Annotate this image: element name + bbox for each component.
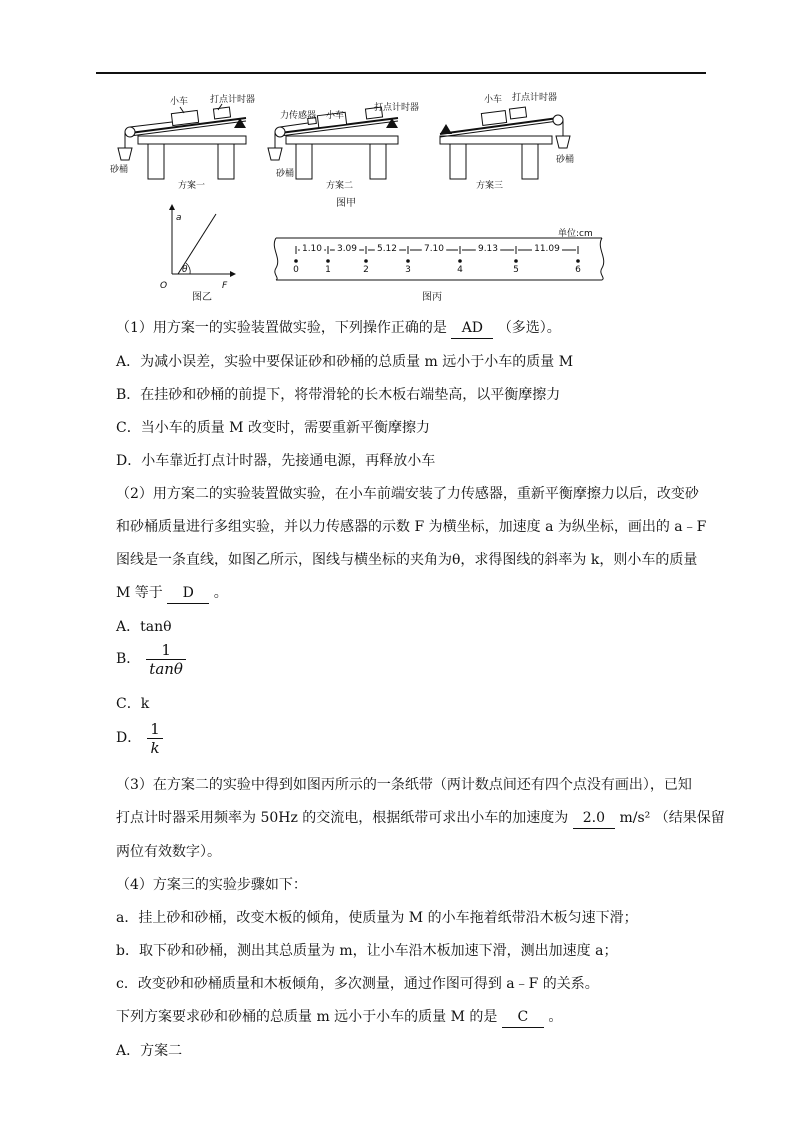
q3-line-3: 两位有效数字）。	[116, 844, 221, 860]
q2-option-d	[116, 714, 716, 762]
q3-line-2-text: 打点计时器采用频率为 50Hz 的交流电，根据纸带可求出小车的加速度为	[116, 810, 569, 826]
q2-line-2: 和砂桶质量进行多组实验，并以力传感器的示数 F 为横坐标，加速度 a 为纵坐标，画出的 a﹣F	[116, 519, 707, 535]
tape-point-label-5: 5	[513, 265, 519, 275]
q4-question	[116, 1007, 716, 1028]
graph-caption: 图乙	[192, 292, 212, 303]
setup-2-caption: 方案二	[326, 181, 354, 191]
graph-origin-label: O	[160, 281, 168, 291]
q2-option-b-numerator: 1	[161, 640, 171, 659]
graph-y-axis-label: a	[176, 213, 182, 223]
setup-3-caption: 方案三	[476, 181, 504, 191]
graph-x-axis-label: F	[222, 281, 228, 291]
q4-question-text: 下列方案要求砂和砂桶的总质量 m 远小于小车的质量 M 的是	[116, 1009, 498, 1025]
q2-option-a: A．tanθ	[116, 619, 172, 635]
setup-3-timer-label: 打点计时器	[512, 93, 558, 103]
q1-option-a: A．为减小误差，实验中要保证砂和砂桶的总质量 m 远小于小车的质量 M	[116, 354, 574, 370]
tape-segment-label-4: 7.10	[423, 244, 445, 254]
setup-2-diagram	[268, 101, 419, 191]
q2-option-b-label: B．	[116, 651, 141, 667]
tape-segment-label-3: 5.12	[376, 244, 398, 254]
tape-point-label-1: 1	[325, 265, 331, 275]
q2-option-b-denominator: tanθ	[146, 659, 186, 678]
figure-group-caption: 图甲	[336, 198, 356, 209]
q3-unit: m/s²	[619, 810, 651, 826]
q2-option-b	[116, 637, 716, 681]
setup-3-diagram	[440, 91, 574, 191]
tape-segment-label-1: 1.10	[301, 244, 323, 254]
q3-line-2	[116, 808, 725, 829]
q2-option-b-fraction	[146, 641, 186, 678]
q4-step-a: a．挂上砂和砂桶，改变木板的倾角，使质量为 M 的小车拖着纸带沿木板匀速下滑；	[116, 910, 638, 926]
graph-angle-label: θ	[182, 265, 188, 275]
tape-point-6	[576, 259, 580, 263]
q3-line-1: （3）在方案二的实验中得到如图丙所示的一条纸带（两计数点间还有四个点没有画出），已知	[116, 777, 692, 793]
q3-tail: （结果保留	[654, 810, 725, 826]
setup-1-bucket-label: 砂桶	[110, 165, 129, 175]
q2-option-d-numerator: 1	[150, 719, 160, 738]
experiment-figures	[100, 90, 620, 310]
q4-tail: 。	[548, 1009, 563, 1025]
tape-point-3	[406, 259, 410, 263]
figure-area	[100, 90, 620, 310]
q2-line-4-text: M 等于	[116, 585, 163, 601]
q1-stem-line	[116, 318, 716, 339]
setup-2-sensor-label: 力传感器	[280, 111, 317, 121]
q4-heading: （4）方案三的实验步骤如下：	[116, 877, 307, 893]
q2-option-d-label: D．	[116, 730, 142, 746]
tape-caption: 图丙	[422, 292, 442, 303]
q1-stem: （1）用方案一的实验装置做实验，下列操作正确的是	[116, 320, 447, 336]
tape-point-5	[514, 259, 518, 263]
tape-marks	[293, 242, 581, 275]
setup-1-timer-label: 打点计时器	[210, 95, 256, 105]
setup-1-diagram	[110, 93, 255, 191]
tape-point-label-2: 2	[363, 265, 369, 275]
setup-1-caption: 方案一	[178, 181, 206, 191]
tape-segment-label-2: 3.09	[336, 244, 358, 254]
tape-point-2	[364, 259, 368, 263]
setup-2-cart-label: 小车	[326, 111, 345, 121]
q4-step-c: c．改变砂和砂桶质量和木板倾角，多次测量，通过作图可得到 a﹣F 的关系。	[116, 976, 599, 992]
tape-point-4	[458, 259, 462, 263]
q4-answer: C	[502, 1007, 544, 1028]
q2-option-d-denominator: k	[147, 738, 162, 757]
q2-line-1: （2）用方案二的实验装置做实验，在小车前端安装了力传感器，重新平衡摩擦力以后，改变砂	[116, 486, 699, 502]
q2-line-4	[116, 583, 716, 604]
q2-option-d-fraction	[147, 720, 163, 757]
q2-answer: D	[167, 583, 209, 604]
q4-step-b: b．取下砂和砂桶，测出其总质量为 m，让小车沿木板加速下滑，测出加速度 a；	[116, 943, 618, 959]
q4-option-a: A．方案二	[116, 1043, 183, 1059]
q1-tail: （多选）。	[497, 320, 561, 336]
paper-tape	[274, 227, 603, 303]
tape-segment-label-5: 9.13	[477, 244, 499, 254]
tape-segment-label-6: 11.09	[534, 244, 560, 254]
setup-2-timer-label: 打点计时器	[374, 103, 420, 113]
tape-point-label-3: 3	[405, 265, 411, 275]
setup-3-cart-label: 小车	[484, 95, 503, 105]
tape-point-label-0: 0	[293, 265, 299, 275]
setup-1-cart-label: 小车	[170, 97, 189, 107]
q2-line-3: 图线是一条直线，如图乙所示，图线与横坐标的夹角为θ，求得图线的斜率为 k，则小车的质量	[116, 552, 698, 568]
a-f-graph	[160, 204, 236, 303]
question-content	[116, 318, 725, 1061]
setup-3-bucket-label: 砂桶	[556, 155, 575, 165]
q1-option-d: D．小车靠近打点计时器，先接通电源，再释放小车	[116, 453, 436, 469]
tape-point-label-4: 4	[457, 265, 463, 275]
q1-option-b: B．在挂砂和砂桶的前提下，将带滑轮的长木板右端垫高，以平衡摩擦力	[116, 387, 561, 403]
tape-point-1	[326, 259, 330, 263]
header-rule	[96, 72, 706, 74]
tape-point-label-6: 6	[575, 265, 581, 275]
tape-unit-label: 单位:cm	[558, 229, 593, 239]
q1-answer: AD	[451, 318, 493, 339]
q2-tail: 。	[213, 585, 228, 601]
setup-2-bucket-label: 砂桶	[276, 169, 295, 179]
q3-answer: 2.0	[573, 808, 615, 829]
tape-point-0	[294, 259, 298, 263]
q2-option-c: C．k	[116, 696, 150, 712]
q1-option-c: C．当小车的质量 M 改变时，需要重新平衡摩擦力	[116, 420, 430, 436]
